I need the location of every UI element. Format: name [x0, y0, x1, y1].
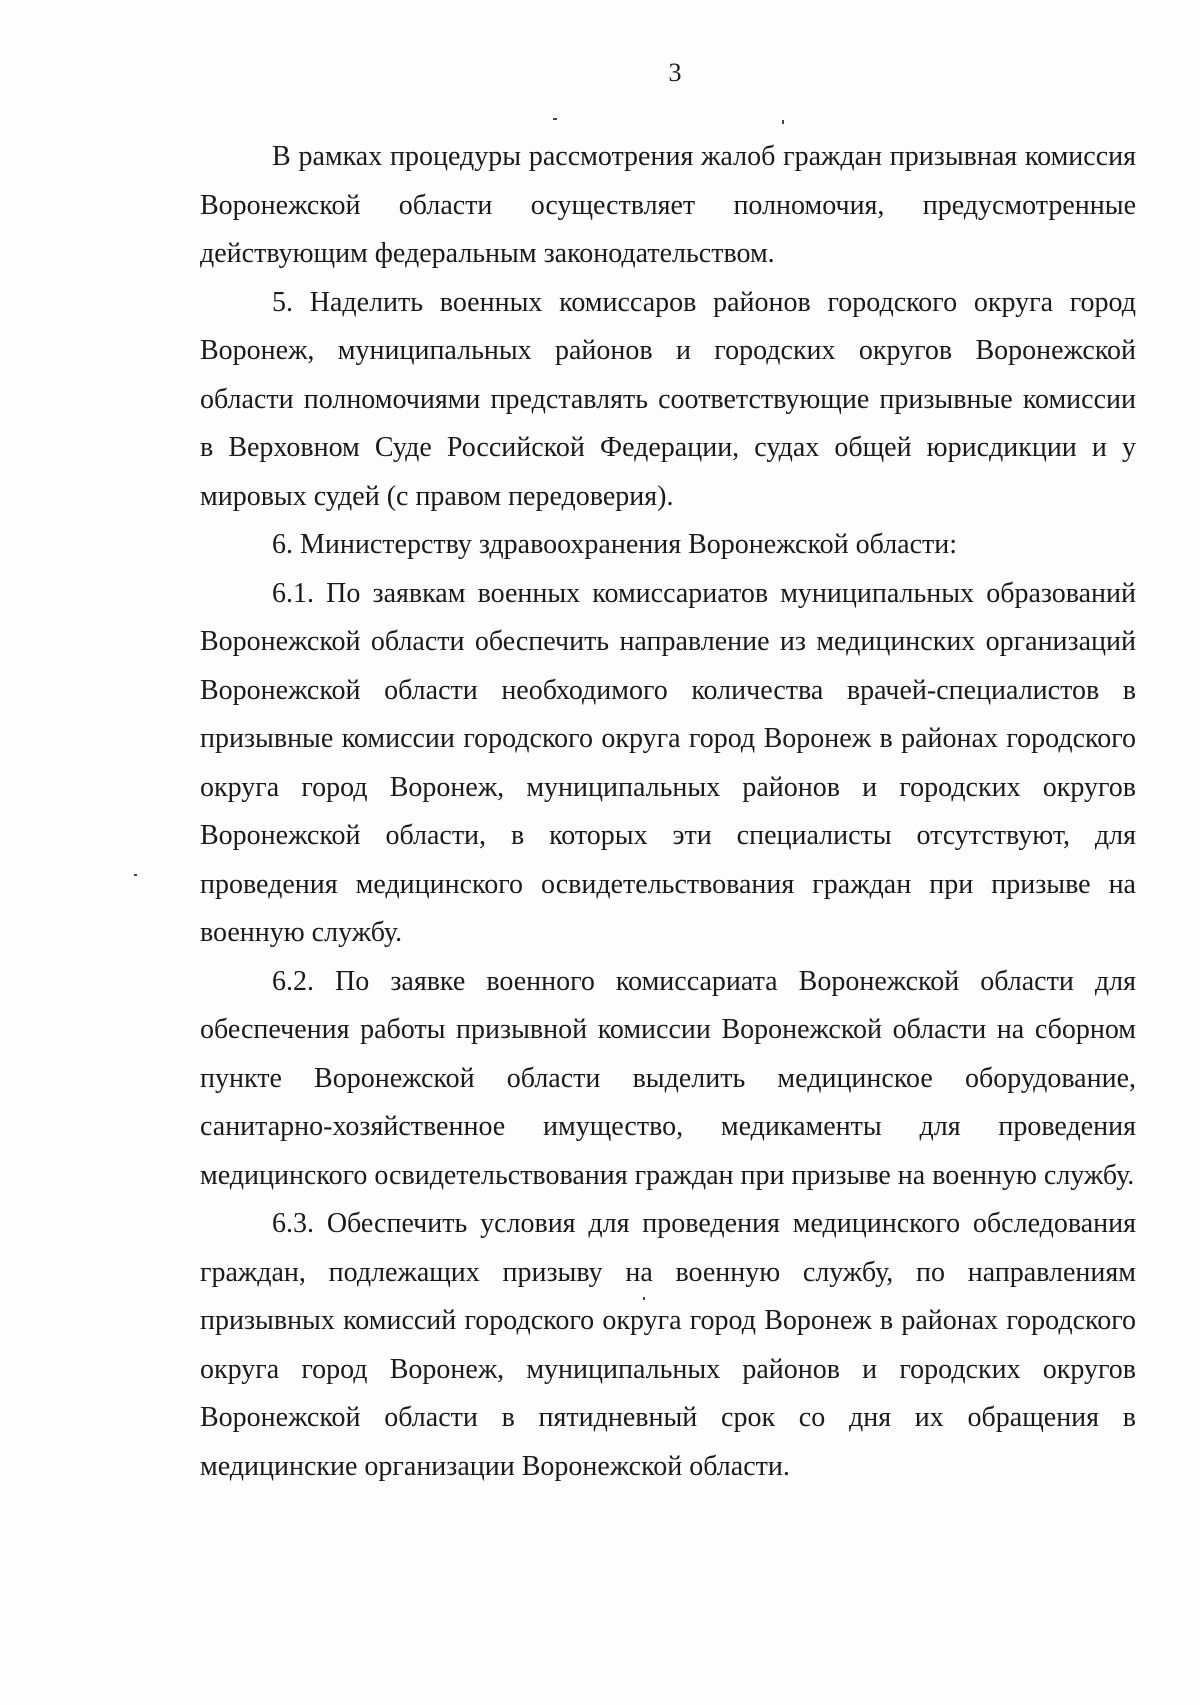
paragraph-complaints: В рамках процедуры рассмотрения жалоб граждан призывная комиссия Воронежской области осуществляет полномочия, предусмотренные действующим федеральным законодательством.	[200, 141, 1136, 269]
paragraph-6: 6. Министерству здравоохранения Воронежской области:	[272, 529, 958, 560]
page-number: 3	[668, 58, 682, 87]
scan-speck	[553, 118, 557, 120]
scan-speck	[782, 120, 784, 124]
paragraph-6-2: 6.2. По заявке военного комиссариата Воронежской области для обеспечения работы призывной комиссии Воронежской области на сборном пункте Воронежской области выделить медицинское оборудование, санитарно-хозяйственное имущество, медикаменты для проведения медицинского освидетельствования граждан при призыве на военную службу.	[200, 965, 1136, 1191]
paragraph-5: 5. Наделить военных комиссаров районов городского округа город Воронеж, муниципальных районов и городских округов Воронежской области полномочиями представлять соответствующие призывные комиссии в Верховном Суде Российской Федерации, судах общей юрисдикции и у мировых судей (с правом передоверия).	[200, 286, 1136, 512]
scan-speck	[134, 874, 137, 876]
paragraph-6-3: 6.3. Обеспечить условия для проведения медицинского обследования граждан, подлежащих призыву на военную службу, по направлениям призывных комиссий городского округа город Воронеж в районах городского округа город Воронеж, муниципальных районов и городских округов Воронежской области в пятидневный срок со дня их обращения в медицинские организации Воронежской области.	[200, 1208, 1136, 1482]
document-body	[200, 133, 1136, 1491]
paragraph-6-1: 6.1. По заявкам военных комиссариатов муниципальных образований Воронежской области обеспечить направление из медицинских организаций Воронежской области необходимого количества врачей-специалистов в призывные комиссии городского округа город Воронеж в районах городского округа город Воронеж, муниципальных районов и городских округов Воронежской области, в которых эти специалисты отсутствуют, для проведения медицинского освидетельствования граждан при призыве на военную службу.	[200, 577, 1136, 948]
